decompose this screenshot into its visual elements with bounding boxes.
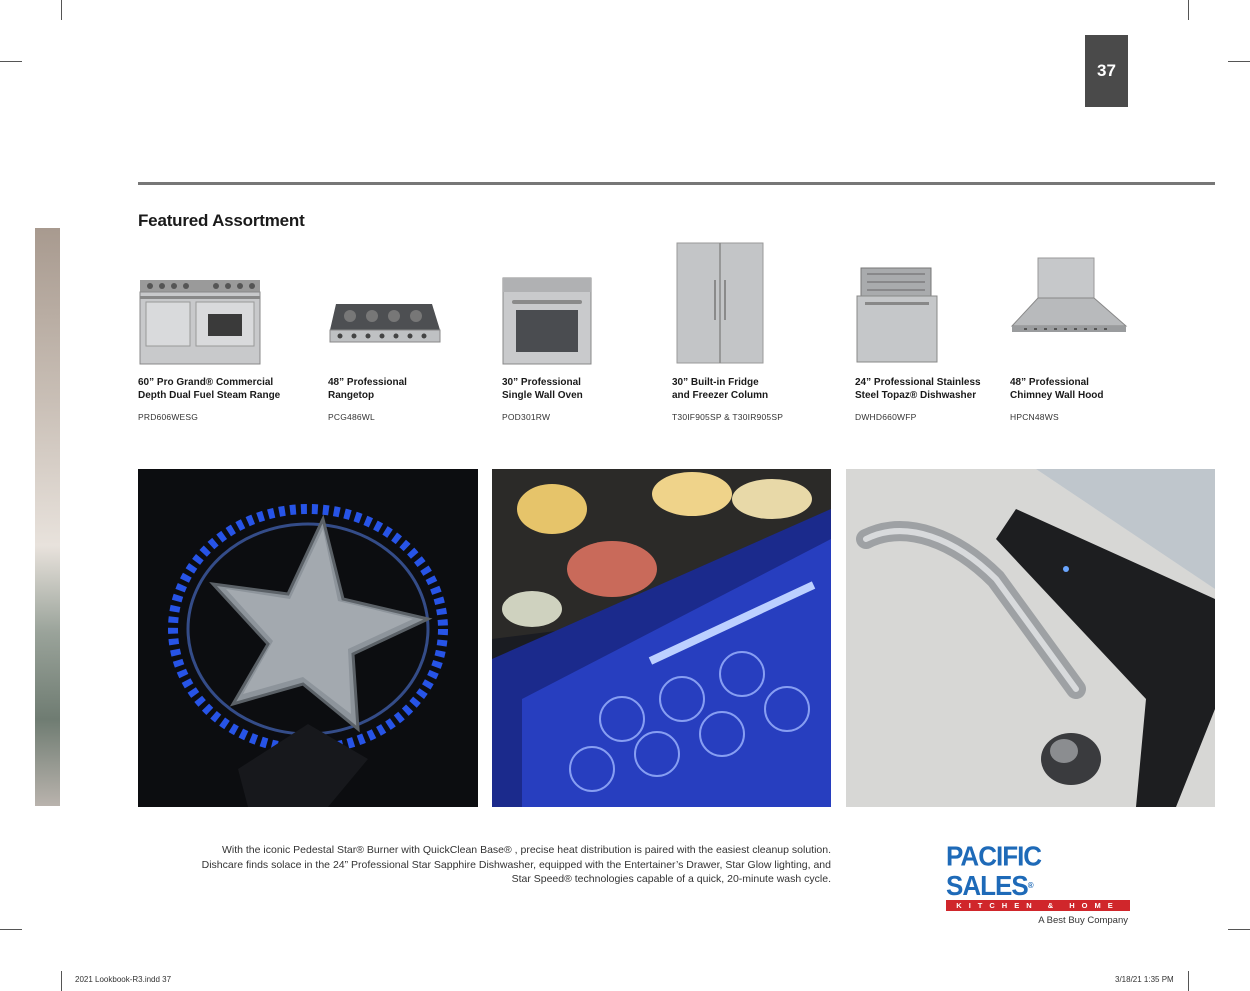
product-card[interactable]: [855, 240, 1020, 422]
range-icon: [138, 240, 303, 368]
page-number: 37: [1085, 35, 1128, 107]
caption-line: Star Speed® technologies capable of a quick, 20-minute wash cycle.: [511, 873, 831, 885]
product-card[interactable]: [502, 240, 667, 422]
caption-line: With the iconic Pedestal Star® Burner with QuickClean Base® , precise heat distribution is paired with the easiest cleanup solution.: [221, 844, 831, 856]
crop-mark: [61, 0, 62, 20]
print-slug-file: 2021 Lookbook-R3.indd 37: [75, 975, 172, 984]
dishwasher-icon: [855, 240, 1020, 368]
product-name: 30” Professional Single Wall Oven: [502, 377, 583, 401]
crop-mark: [1188, 971, 1189, 991]
entertainer-drawer-photo: [492, 469, 831, 807]
crop-mark: [1188, 0, 1189, 20]
caption-text: [150, 843, 831, 887]
section-divider: [138, 182, 1215, 185]
print-slug-timestamp: 3/18/21 1:35 PM: [1115, 975, 1174, 984]
product-model: DWHD660WFP: [855, 412, 917, 422]
product-name: 48” Professional Rangetop: [328, 377, 407, 401]
product-name: 24” Professional Stainless Steel Topaz® Dishwasher: [855, 377, 981, 401]
product-model: POD301RW: [502, 412, 551, 422]
product-name: 60” Pro Grand® Commercial Depth Dual Fuel Steam Range: [138, 377, 281, 401]
drawer-handle-photo: [846, 469, 1215, 807]
crop-mark: [1228, 929, 1250, 930]
section-title: Featured Assortment: [138, 211, 305, 230]
wall-oven-icon: [502, 240, 667, 368]
crop-mark: [61, 971, 62, 991]
caption-line: Dishcare finds solace in the 24” Professional Star Sapphire Dishwasher, equipped with the Entertainer’s Drawer, Star Glow lighting, and: [201, 858, 831, 871]
star-burner-photo: [138, 469, 478, 807]
logo-company: A Best Buy Company: [1038, 915, 1128, 926]
crop-mark: [1228, 61, 1250, 62]
crop-mark: [0, 61, 22, 62]
product-model: T30IF905SP & T30IR905SP: [672, 412, 784, 422]
product-card[interactable]: [672, 240, 837, 422]
logo-brand: PACIFIC SALES: [946, 840, 1042, 902]
product-name: 48” Professional Chimney Wall Hood: [1010, 377, 1104, 401]
logo-tagline: KITCHEN & HOME: [946, 900, 1130, 911]
rangetop-icon: [328, 240, 493, 368]
crop-mark: [0, 929, 22, 930]
product-model: HPCN48WS: [1010, 412, 1059, 422]
product-model: PRD606WESG: [138, 412, 199, 422]
pacific-sales-logo[interactable]: PACIFIC SALES® KITCHEN & HOME A Best Buy Company: [946, 843, 1131, 926]
bleed-photo-strip: [35, 228, 60, 806]
wall-hood-icon: [1010, 240, 1175, 368]
product-name: 30” Built-in Fridge and Freezer Column: [672, 377, 769, 401]
product-card[interactable]: [138, 240, 303, 422]
product-card[interactable]: [1010, 240, 1175, 422]
product-card[interactable]: [328, 240, 493, 422]
fridge-icon: [672, 240, 837, 368]
product-model: PCG486WL: [328, 412, 375, 422]
